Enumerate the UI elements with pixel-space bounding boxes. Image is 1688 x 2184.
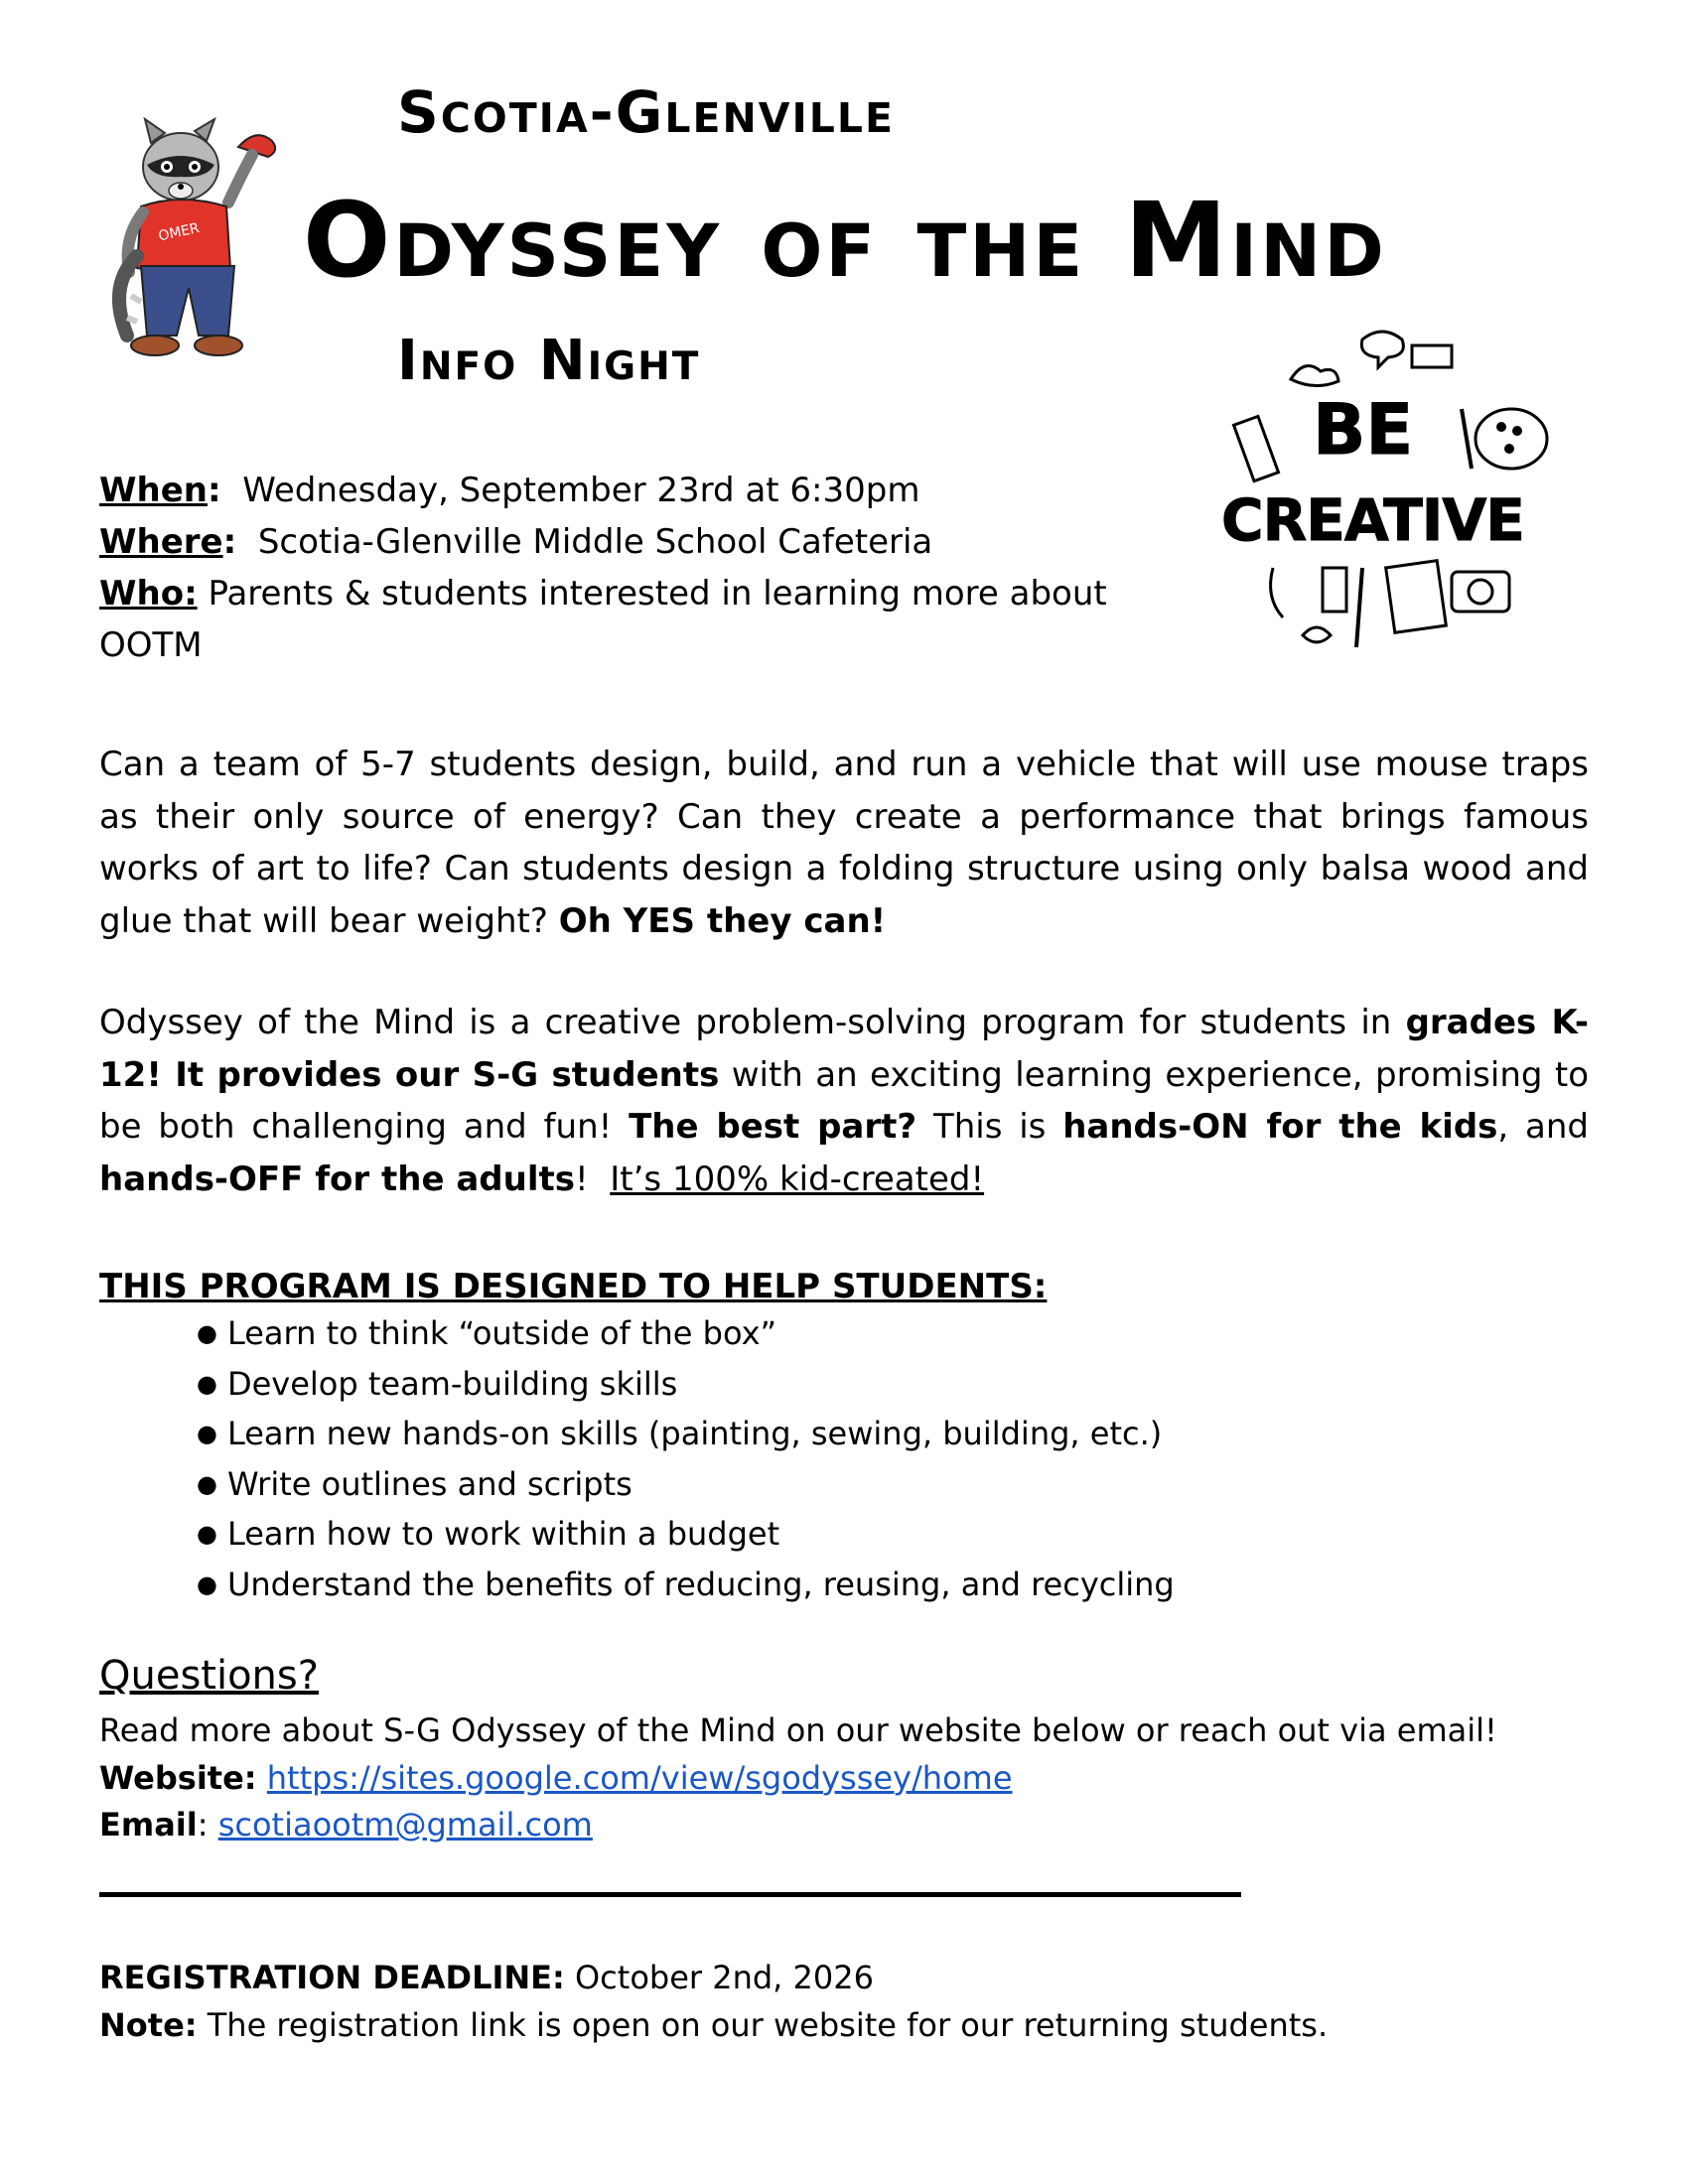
intro-paragraph-text: Can a team of 5-7 students design, build, and run a vehicle that will use mouse traps as their only source of energy? Can they create a performance that brings famous works of art to life? Can students design a folding structure using only balsa wood and glue that will bear weight? — [99, 745, 1589, 941]
raccoon-mascot-image — [111, 107, 290, 373]
note-row — [99, 2001, 1328, 2049]
help-list — [197, 1310, 1175, 1611]
header-subtitle: Info Night — [397, 329, 701, 393]
deadline-row — [99, 1954, 1328, 2001]
when-label: When — [99, 471, 208, 510]
program-bold-2: The best part? — [629, 1107, 917, 1147]
program-text-5: ! — [574, 1159, 589, 1199]
when-value: Wednesday, September 23rd at 6:30pm — [242, 471, 920, 510]
who-value: Parents & students interested in learning more about — [208, 574, 1107, 614]
who-row — [99, 568, 1152, 619]
deadline-label: REGISTRATION DEADLINE: — [99, 1959, 565, 1996]
when-row: When: Wednesday, September 23rd at 6:30pm — [99, 471, 920, 510]
palette-icon — [1476, 409, 1547, 469]
speech-bubble-icon — [1361, 332, 1403, 367]
program-bold-4: hands-OFF for the adults — [99, 1159, 575, 1199]
header-school-name: Scotia-Glenville — [397, 78, 896, 146]
deadline-value: October 2nd, 2026 — [574, 1959, 874, 1996]
note-label: Note: — [99, 2006, 198, 2044]
clapperboard-icon — [1412, 345, 1452, 367]
email-row: Email: scotiaootm@gmail.com — [99, 1806, 593, 1843]
registration-info — [99, 1954, 1328, 2049]
brush-icon — [1356, 568, 1362, 647]
list-item: ● Learn how to work within a budget — [197, 1511, 1175, 1562]
email-link[interactable]: scotiaootm@gmail.com — [217, 1806, 593, 1843]
who-label: Who: — [99, 574, 198, 614]
badge-creative: CREATIVE — [1221, 486, 1524, 554]
help-heading: THIS PROGRAM IS DESIGNED TO HELP STUDENTS: — [99, 1267, 1048, 1306]
who-value-continued: OOTM — [99, 625, 203, 665]
program-text-3: This is — [932, 1107, 1047, 1147]
ruler-icon — [1234, 416, 1279, 480]
note-value: The registration link is open on our website for our returning students. — [207, 2006, 1329, 2044]
program-text-4: , and — [1497, 1107, 1589, 1147]
shoe-icon — [1271, 568, 1283, 617]
list-item: ● Learn new hands-on skills (painting, sewing, building, etc.) — [197, 1411, 1175, 1461]
mascot-shirt-text: OMER — [157, 220, 202, 245]
list-item: ● Write outlines and scripts — [197, 1461, 1175, 1512]
where-label: Where — [99, 522, 223, 562]
intro-paragraph-bold: Oh YES they can! — [558, 900, 887, 941]
divider-line — [99, 1892, 1241, 1897]
program-bold-1: grades K-12! It provides our S-G students — [99, 1003, 1590, 1095]
badge-be: BE — [1313, 389, 1414, 471]
header-title: Odyssey of the Mind — [303, 180, 1387, 301]
email-label: Email — [99, 1806, 198, 1843]
cloud-icon — [1291, 366, 1338, 386]
be-creative-badge-image — [1213, 320, 1561, 667]
questions-heading: Questions? — [99, 1653, 319, 1699]
event-details — [99, 465, 1152, 671]
website-row — [99, 1755, 1497, 1803]
intro-paragraph — [99, 739, 1589, 947]
where-value: Scotia-Glenville Middle School Cafeteria — [257, 522, 933, 562]
program-bold-3: hands-ON for the kids — [1062, 1107, 1498, 1147]
program-text-1: Odyssey of the Mind is a creative problem-solving program for students in — [99, 1003, 1392, 1042]
list-item: ● Develop team-building skills — [197, 1361, 1175, 1412]
camera-icon — [1452, 572, 1509, 612]
questions-intro: Read more about S-G Odyssey of the Mind on our website below or reach out via email! — [99, 1711, 1497, 1749]
program-paragraph — [99, 997, 1589, 1205]
contact-info — [99, 1707, 1497, 1849]
paint-tube-icon — [1323, 568, 1346, 612]
sheet-music-icon — [1386, 561, 1447, 633]
program-underlined: It’s 100% kid-created! — [610, 1159, 985, 1199]
list-item: ● Understand the benefits of reducing, reusing, and recycling — [197, 1562, 1175, 1612]
where-row: Where: Scotia-Glenville Middle School Cafeteria — [99, 522, 933, 562]
website-link[interactable]: https://sites.google.com/view/sgodyssey/home — [266, 1758, 1013, 1797]
cloud-small-icon — [1303, 627, 1331, 642]
pencil-icon — [1462, 409, 1472, 469]
list-item: ● Learn to think “outside of the box” — [197, 1310, 1175, 1361]
who-row-continued — [99, 619, 1152, 671]
website-label: Website: — [99, 1758, 257, 1797]
program-text-2: with an exciting learning experience, promising to be both challenging and fun! — [99, 1054, 1589, 1147]
